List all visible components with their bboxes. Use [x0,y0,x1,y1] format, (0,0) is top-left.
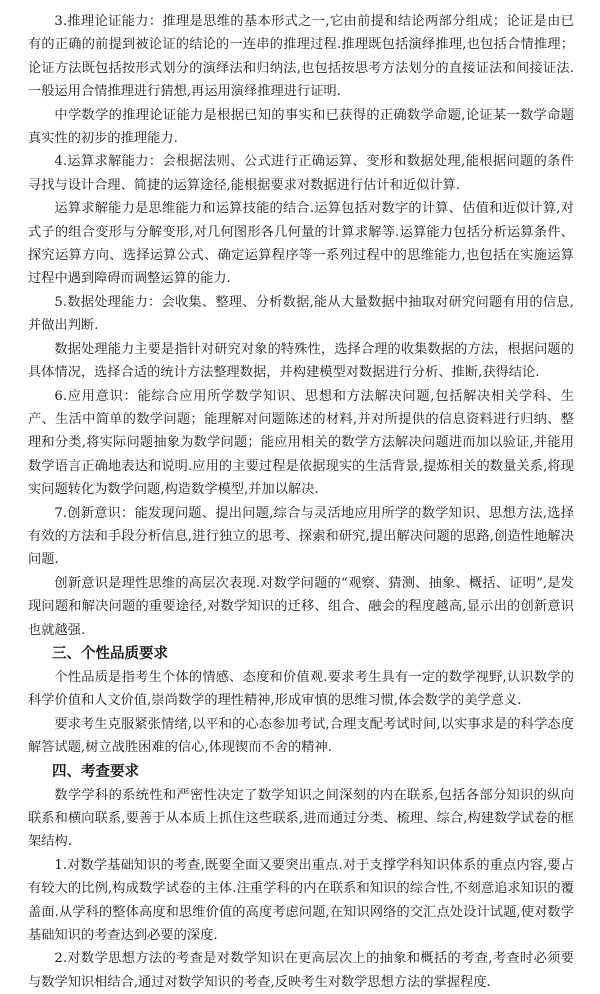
paragraph-innovation-definition: 创新意识是理性思维的高层次表现.对数学问题的“观察、猜测、抽象、概括、证明”,是发现问题和解决问题的重要途径,对数学知识的迁移、组合、融会的程度越高,显示出的创新意识也就越强. [28,575,574,638]
paragraph-computation-definition: 运算求解能力是思维能力和运算技能的结合.运算包括对数字的计算、估值和近似计算,对式子的组合变形与分解变形,对几何图形各几何量的计算求解等.运算能力包括分析运算条件、探究运算方向、选择运算公式、确定运算程序等一系列过程中的思维能力,也包括在实施运算过程中遇到障碍而调整运算的能力. [28,201,574,287]
paragraph-data-processing-definition: 数据处理能力主要是指针对研究对象的特殊性，选择合理的收集数据的方法，根据问题的具体情况，选择合适的统计方法整理数据，并构建模型对数据进行分析、推断,获得结论. [28,341,574,381]
paragraph-reasoning-ability: 3.推理论证能力：推理是思维的基本形式之一,它由前提和结论两部分组成；论证是由已有的正确的前提到被论证的结论的一连串的推理过程.推理既包括演绎推理,也包括合情推理；论证方法既包括按形式划分的演绎法和归纳法,也包括按思考方法划分的直接证法和间接证法.一般运用合情推理进行猜想,再运用演绎推理进行证明. [28,14,574,100]
paragraph-computation-ability: 4.运算求解能力：会根据法则、公式进行正确运算、变形和数据处理,能根据问题的条件寻找与设计合理、简捷的运算途径,能根据要求对数据进行估计和近似计算. [28,154,574,193]
paragraph-data-processing-ability: 5.数据处理能力：会收集、整理、分析数据,能从大量数据中抽取对研究问题有用的信息,并做出判断. [28,294,574,334]
paragraph-innovation-awareness: 7.创新意识：能发现问题、提出问题,综合与灵活地应用所学的数学知识、思想方法,选择有效的方法和手段分析信息,进行独立的思考、探索和研究,提出解决问题的思路,创造性地解决问题. [28,505,574,568]
section-heading-personal-qualities: 三、个性品质要求 [52,645,168,662]
paragraph-personal-qualities: 个性品质是指考生个体的情感、态度和价值观.要求考生具有一定的数学视野,认识数学的科学价值和人文价值,崇尚数学的理性精神,形成审慎的思维习惯,体会数学的美学意义. [28,669,574,709]
paragraph-application-awareness: 6.应用意识：能综合应用所学数学知识、思想和方法解决问题,包括解决相关学科、生产、生活中简单的数学问题；能理解对问题陈述的材料,并对所提供的信息资料进行归纳、整理和分类,将实际问题抽象为数学问题；能应用相关的数学方法解决问题进而加以验证,并能用数学语言正确地表达和说明.应用的主要过程是依据现实的生活背景,提炼相关的数量关系,将现实问题转化为数学问题,构造数学模型,并加以解决. [28,388,574,498]
paragraph-basic-knowledge-assessment: 1.对数学基础知识的考查,既要全面又要突出重点.对于支撑学科知识体系的重点内容,要占有较大的比例,构成数学试卷的主体.注重学科的内在联系和知识的综合性,不刻意追求知识的覆盖面.从学科的整体高度和思维价值的高度考虑问题,在知识网络的交汇点处设计试题,使对数学基础知识的考查达到必要的深度. [28,857,574,944]
paragraph-reasoning-definition: 中学数学的推理论证能力是根据已知的事实和已获得的正确数学命题,论证某一数学命题真实性的初步的推理能力. [28,107,574,147]
paragraph-thinking-methods-assessment: 2.对数学思想方法的考查是对数学知识在更高层次上的抽象和概括的考查,考查时必须要与数学知识相结合,通过对数学知识的考查,反映考生对数学思想方法的掌握程度. [28,951,574,990]
paragraph-exam-attitude: 要求考生克服紧张情绪,以平和的心态参加考试,合理支配考试时间,以实事求是的科学态度解答试题,树立战胜困难的信心,体现锲而不舍的精神. [28,716,574,756]
section-heading-assessment-requirements: 四、考查要求 [52,763,139,780]
paragraph-assessment-structure: 数学学科的系统性和严密性决定了数学知识之间深刻的内在联系,包括各部分知识的纵向联系和横向联系,要善于从本质上抓住这些联系,进而通过分类、梳理、综合,构建数学试卷的框架结构. [28,787,574,850]
